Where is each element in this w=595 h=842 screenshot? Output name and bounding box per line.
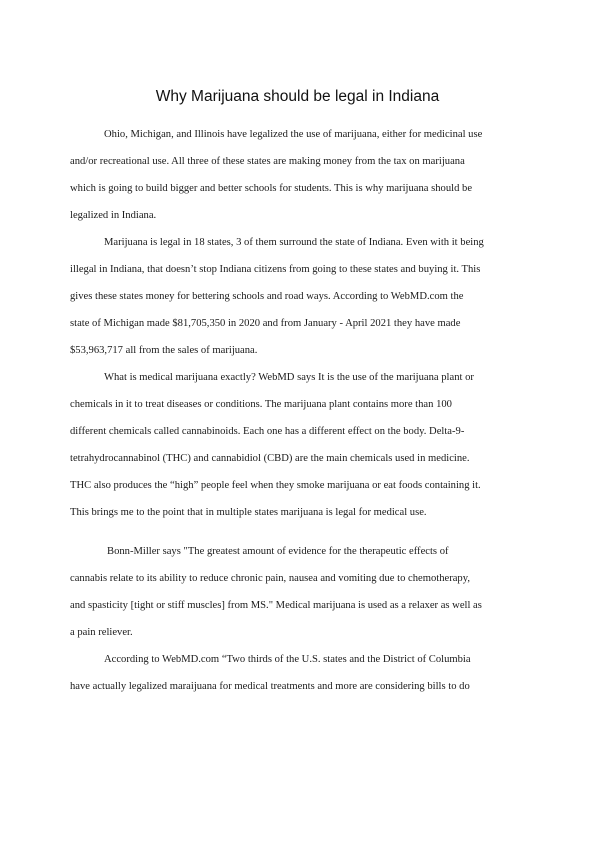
paragraph-1-line-3: which is going to build bigger and better schools for students. This is why marijuana should be [70, 183, 473, 194]
paragraph-3-line-6: This brings me to the point that in multiple states marijuana is legal for medical use. [70, 507, 427, 518]
paragraph-3-line-2: chemicals in it to treat diseases or conditions. The marijuana plant contains more than 100 [70, 399, 452, 410]
paragraph-3-line-5: THC also produces the “high” people feel when they smoke marijuana or eat foods containing it. [70, 480, 481, 491]
paragraph-4-line-1: Bonn-Miller says "The greatest amount of evidence for the therapeutic effects of [107, 546, 449, 557]
paragraph-2-line-5: $53,963,717 all from the sales of marijuana. [70, 345, 258, 356]
paragraph-3-line-3: different chemicals called cannabinoids. Each one has a different effect on the body. Delta-9- [70, 426, 465, 437]
paragraph-1-line-4: legalized in Indiana. [70, 210, 157, 221]
paragraph-2-line-1: Marijuana is legal in 18 states, 3 of them surround the state of Indiana. Even with it being [104, 237, 484, 248]
paragraph-1-line-2: and/or recreational use. All three of these states are making money from the tax on marijuana [70, 156, 465, 167]
paragraph-4-line-3: and spasticity [tight or stiff muscles] from MS." Medical marijuana is used as a relaxer as well as [70, 600, 482, 611]
paragraph-2-line-2: illegal in Indiana, that doesn’t stop Indiana citizens from going to these states and buying it. This [70, 264, 481, 275]
paragraph-2-line-4: state of Michigan made $81,705,350 in 2020 and from January - April 2021 they have made [70, 318, 461, 329]
paragraph-2-line-3: gives these states money for bettering schools and road ways. According to WebMD.com the [70, 291, 464, 302]
paragraph-3-line-1: What is medical marijuana exactly? WebMD says It is the use of the marijuana plant or [104, 372, 474, 383]
paragraph-5-line-1: According to WebMD.com “Two thirds of the U.S. states and the District of Columbia [104, 654, 471, 665]
paragraph-4-line-2: cannabis relate to its ability to reduce chronic pain, nausea and vomiting due to chemotherapy, [70, 573, 470, 584]
paragraph-4-line-4: a pain reliever. [70, 627, 133, 638]
paragraph-1-line-1: Ohio, Michigan, and Illinois have legalized the use of marijuana, either for medicinal use [104, 129, 483, 140]
paragraph-3-line-4: tetrahydrocannabinol (THC) and cannabidiol (CBD) are the main chemicals used in medicine. [70, 453, 470, 464]
paragraph-5-line-2: have actually legalized maraijuana for medical treatments and more are considering bills to do [70, 681, 470, 692]
document-title: Why Marijuana should be legal in Indiana [155, 88, 440, 105]
